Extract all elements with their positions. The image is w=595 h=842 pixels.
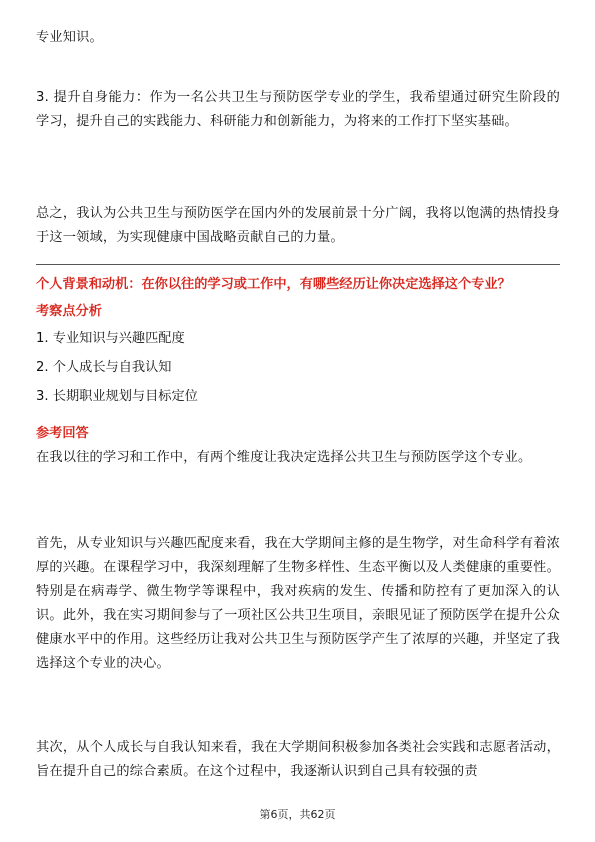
answer-paragraph-first: 首先，从专业知识与兴趣匹配度来看，我在大学期间主修的是生物学，对生命科学有着浓厚的兴趣。在课程学习中，我深刻理解了生物多样性、生态平衡以及人类健康的重要性。特别是在病毒学、微生物学等课程中，我对疾病的发生、传播和防控有了更加深入的认识。此外，我在实习期间参与了一项社区公共卫生项目，亲眼见证了预防医学在提升公众健康水平中的作用。这些经历让我对公共卫生与预防医学产生了浓厚的兴趣，并坚定了我选择这个专业的决心。 [36,536,560,671]
answer-paragraph-intro: 在我以往的学习和工作中，有两个维度让我决定选择公共卫生与预防医学这个专业。 [36,450,532,465]
paragraph-point-3: 3. 提升自身能力：作为一名公共卫生与预防医学专业的学生，我希望通过研究生阶段的学习，提升自己的实践能力、科研能力和创新能力，为将来的工作打下坚实基础。 [36,90,560,129]
paragraph-conclusion: 总之，我认为公共卫生与预防医学在国内外的发展前景十分广阔，我将以饱满的热情投身于这一领域，为实现健康中国战略贡献自己的力量。 [36,206,560,245]
question-heading: 个人背景和动机：在你以往的学习或工作中，有哪些经历让你决定选择这个专业？ [36,277,511,292]
section-divider [36,264,560,265]
paragraph-continuation: 专业知识。 [36,30,103,45]
page-number-footer: 第6页，共62页 [259,808,336,821]
analysis-item: 3. 长期职业规划与目标定位 [36,389,198,404]
analysis-item: 1. 专业知识与兴趣匹配度 [36,331,185,346]
analysis-label: 考察点分析 [36,304,102,319]
answer-paragraph-second: 其次，从个人成长与自我认知来看，我在大学期间积极参加各类社会实践和志愿者活动，旨在提升自己的综合素质。在这个过程中，我逐渐认识到自己具有较强的责 [36,740,560,779]
analysis-item: 2. 个人成长与自我认知 [36,360,172,375]
answer-label: 参考回答 [36,426,89,441]
